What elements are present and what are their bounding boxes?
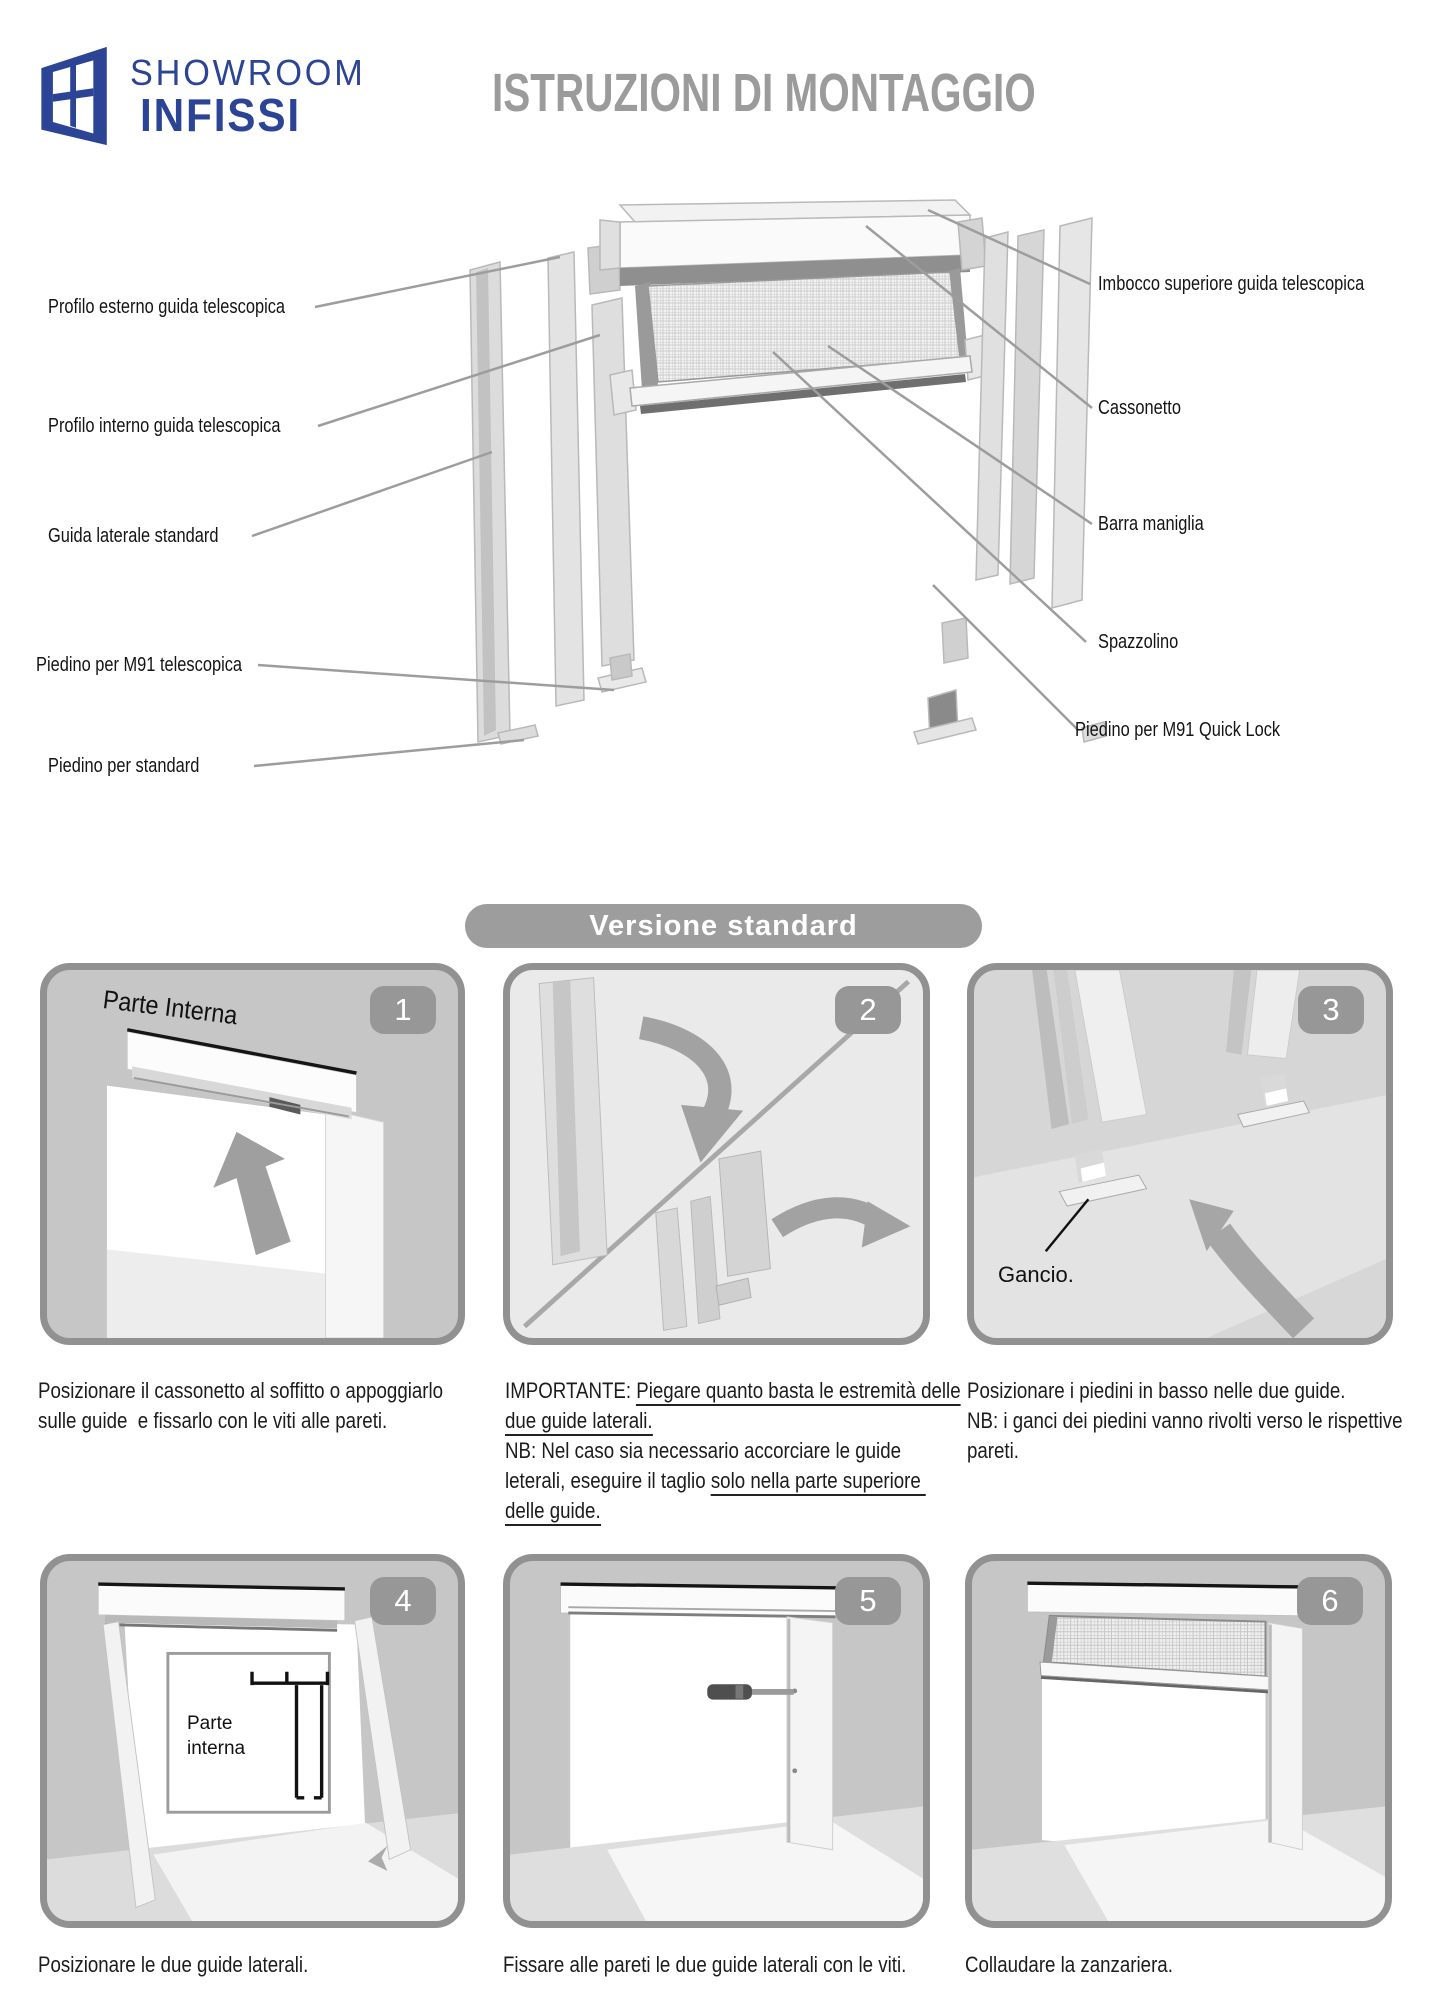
label-piedino-quick-lock: Piedino per M91 Quick Lock xyxy=(1075,719,1281,741)
step-panel-6 xyxy=(965,1554,1392,1928)
parte-interna-inset-label: Parte interna xyxy=(187,1713,246,1759)
step6-number-badge: 6 xyxy=(1297,1577,1363,1625)
parte-interna-annotation: Parte Interna xyxy=(101,984,240,1031)
label-spazzolino: Spazzolino xyxy=(1098,631,1179,653)
step3-caption: Posizionare i piedini in basso nelle due guide. NB: i ganci dei piedini vanno rivolti verso le rispettive pareti. xyxy=(967,1378,1403,1463)
label-profilo-interno: Profilo interno guida telescopica xyxy=(48,415,281,437)
label-profilo-esterno: Profilo esterno guida telescopica xyxy=(48,296,286,318)
label-piedino-standard: Piedino per standard xyxy=(48,755,200,777)
label-guida-laterale: Guida laterale standard xyxy=(48,525,219,547)
step-panel-2 xyxy=(503,963,930,1345)
step3-number-badge: 3 xyxy=(1298,986,1364,1034)
step2-caption: IMPORTANTE: Piegare quanto basta le estremità delle due guide laterali. NB: Nel caso sia necessario accorciare le guide leterali, eseguire il taglio solo nella parte superiore delle guide. xyxy=(505,1376,1025,1526)
logo-word-showroom: SHOWROOM xyxy=(130,52,366,93)
step5-caption: Fissare alle pareti le due guide laterali con le viti. xyxy=(503,1952,907,1977)
step6-caption: Collaudare la zanzariera. xyxy=(965,1952,1173,1977)
label-barra-maniglia: Barra maniglia xyxy=(1098,513,1204,535)
step-panel-5 xyxy=(503,1554,930,1928)
label-cassonetto: Cassonetto xyxy=(1098,397,1181,419)
step4-caption: Posizionare le due guide laterali. xyxy=(38,1952,309,1977)
gancio-annotation: Gancio. xyxy=(998,1262,1074,1287)
step5-number-badge: 5 xyxy=(835,1577,901,1625)
label-imbocco-superiore: Imbocco superiore guida telescopica xyxy=(1098,273,1365,295)
step-panel-3 xyxy=(967,963,1393,1345)
label-piedino-m91-telescopica: Piedino per M91 telescopica xyxy=(36,654,243,676)
step2-number-badge: 2 xyxy=(835,986,901,1034)
logo-word-infissi: INFISSI xyxy=(140,89,302,141)
step-panel-4 xyxy=(40,1554,465,1928)
step1-caption: Posizionare il cassonetto al soffitto o appoggiarlo sulle guide e fissarlo con le viti alle pareti. xyxy=(38,1378,444,1433)
step4-number-badge: 4 xyxy=(370,1577,436,1625)
step1-number-badge: 1 xyxy=(370,986,436,1034)
section-banner-versione-standard: Versione standard xyxy=(465,904,982,948)
step-panel-1 xyxy=(40,963,465,1345)
page-title: ISTRUZIONI DI MONTAGGIO xyxy=(492,63,1036,123)
